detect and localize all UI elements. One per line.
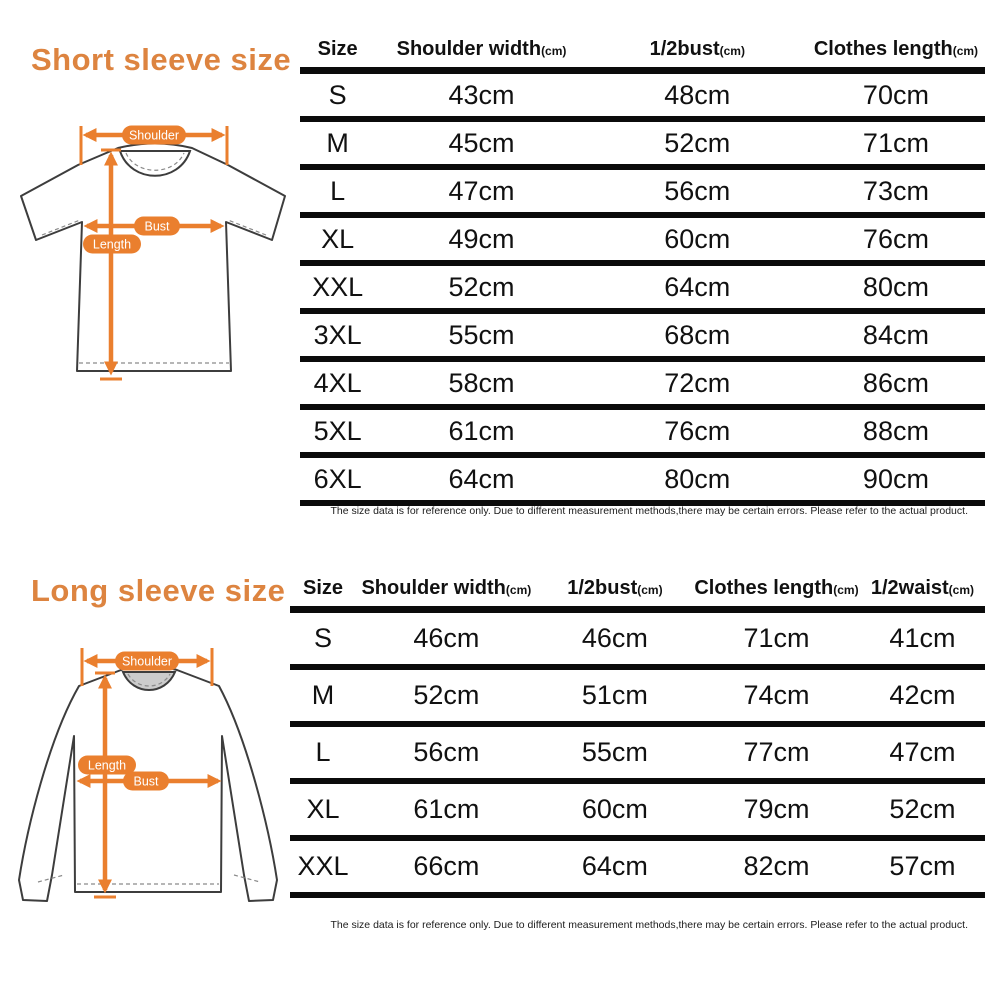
table-row (290, 838, 985, 895)
size-cell: M (290, 667, 356, 724)
table-row (290, 667, 985, 724)
table-row (300, 71, 985, 120)
table-row (300, 359, 985, 407)
value-cell: 49cm (375, 215, 587, 263)
value-cell: 43cm (375, 71, 587, 120)
value-cell: 58cm (375, 359, 587, 407)
table-row (300, 311, 985, 359)
value-cell: 41cm (860, 610, 985, 668)
value-cell: 80cm (807, 263, 985, 311)
size-cell: L (290, 724, 356, 781)
size-cell: XXL (290, 838, 356, 895)
header-row (290, 577, 985, 610)
long-sleeve-size-table (290, 577, 985, 898)
value-cell: 76cm (588, 407, 807, 455)
value-cell: 60cm (588, 215, 807, 263)
table-row (290, 781, 985, 838)
bust-label: Bust (133, 774, 159, 789)
size-cell: XL (290, 781, 356, 838)
value-cell: 77cm (693, 724, 860, 781)
length-label: Length (92, 237, 132, 252)
size-cell: XXL (300, 263, 375, 311)
value-cell: 46cm (537, 610, 693, 668)
table-row (300, 215, 985, 263)
header-row (300, 38, 985, 71)
column-header: Size (290, 577, 356, 610)
value-cell: 64cm (375, 455, 587, 503)
table-row (290, 610, 985, 668)
short-sleeve-diagram (0, 108, 300, 398)
value-cell: 45cm (375, 119, 587, 167)
value-cell: 47cm (860, 724, 985, 781)
value-cell: 56cm (588, 167, 807, 215)
size-cell: 3XL (300, 311, 375, 359)
long-sleeve-title: Long sleeve size (31, 573, 286, 608)
value-cell: 42cm (860, 667, 985, 724)
size-cell: 6XL (300, 455, 375, 503)
column-header: Shoulder width(cm) (375, 38, 587, 71)
long-sleeve-diagram (0, 628, 300, 918)
value-cell: 52cm (588, 119, 807, 167)
value-cell: 71cm (807, 119, 985, 167)
value-cell: 90cm (807, 455, 985, 503)
longsleeve-measurement-illustration (0, 628, 300, 918)
value-cell: 52cm (860, 781, 985, 838)
value-cell: 61cm (375, 407, 587, 455)
size-cell: 5XL (300, 407, 375, 455)
short-sleeve-size-table (300, 38, 985, 506)
long-sleeve-disclaimer: The size data is for reference only. Due to different measurement methods,there may be certain errors. Please refer to the actual product. (330, 919, 968, 931)
value-cell: 61cm (356, 781, 537, 838)
table-row (300, 167, 985, 215)
value-cell: 48cm (588, 71, 807, 120)
column-header: Clothes length(cm) (693, 577, 860, 610)
shoulder-label: Shoulder (121, 654, 173, 669)
short-sleeve-disclaimer: The size data is for reference only. Due to different measurement methods,there may be certain errors. Please refer to the actual product. (330, 505, 968, 517)
table-row (300, 263, 985, 311)
table-row (300, 455, 985, 503)
value-cell: 55cm (537, 724, 693, 781)
size-cell: L (300, 167, 375, 215)
value-cell: 52cm (356, 667, 537, 724)
length-label: Length (87, 758, 127, 773)
value-cell: 46cm (356, 610, 537, 668)
size-cell: XL (300, 215, 375, 263)
value-cell: 76cm (807, 215, 985, 263)
value-cell: 68cm (588, 311, 807, 359)
value-cell: 57cm (860, 838, 985, 895)
value-cell: 73cm (807, 167, 985, 215)
value-cell: 70cm (807, 71, 985, 120)
size-cell: S (300, 71, 375, 120)
short-sleeve-title: Short sleeve size (31, 42, 292, 77)
column-header: 1/2bust(cm) (588, 38, 807, 71)
value-cell: 55cm (375, 311, 587, 359)
column-header: Shoulder width(cm) (356, 577, 537, 610)
value-cell: 64cm (588, 263, 807, 311)
value-cell: 56cm (356, 724, 537, 781)
value-cell: 86cm (807, 359, 985, 407)
value-cell: 66cm (356, 838, 537, 895)
value-cell: 52cm (375, 263, 587, 311)
value-cell: 82cm (693, 838, 860, 895)
value-cell: 51cm (537, 667, 693, 724)
value-cell: 74cm (693, 667, 860, 724)
value-cell: 71cm (693, 610, 860, 668)
value-cell: 80cm (588, 455, 807, 503)
size-cell: 4XL (300, 359, 375, 407)
table-row (300, 119, 985, 167)
table-row (290, 724, 985, 781)
value-cell: 79cm (693, 781, 860, 838)
value-cell: 88cm (807, 407, 985, 455)
value-cell: 47cm (375, 167, 587, 215)
value-cell: 60cm (537, 781, 693, 838)
value-cell: 72cm (588, 359, 807, 407)
shoulder-label: Shoulder (128, 128, 180, 143)
value-cell: 84cm (807, 311, 985, 359)
column-header: Size (300, 38, 375, 71)
bust-label: Bust (144, 219, 170, 234)
column-header: 1/2waist(cm) (860, 577, 985, 610)
column-header: Clothes length(cm) (807, 38, 985, 71)
tshirt-outline (21, 144, 285, 372)
tshirt-measurement-illustration (0, 108, 300, 398)
column-header: 1/2bust(cm) (537, 577, 693, 610)
table-row (300, 407, 985, 455)
value-cell: 64cm (537, 838, 693, 895)
size-cell: S (290, 610, 356, 668)
size-cell: M (300, 119, 375, 167)
